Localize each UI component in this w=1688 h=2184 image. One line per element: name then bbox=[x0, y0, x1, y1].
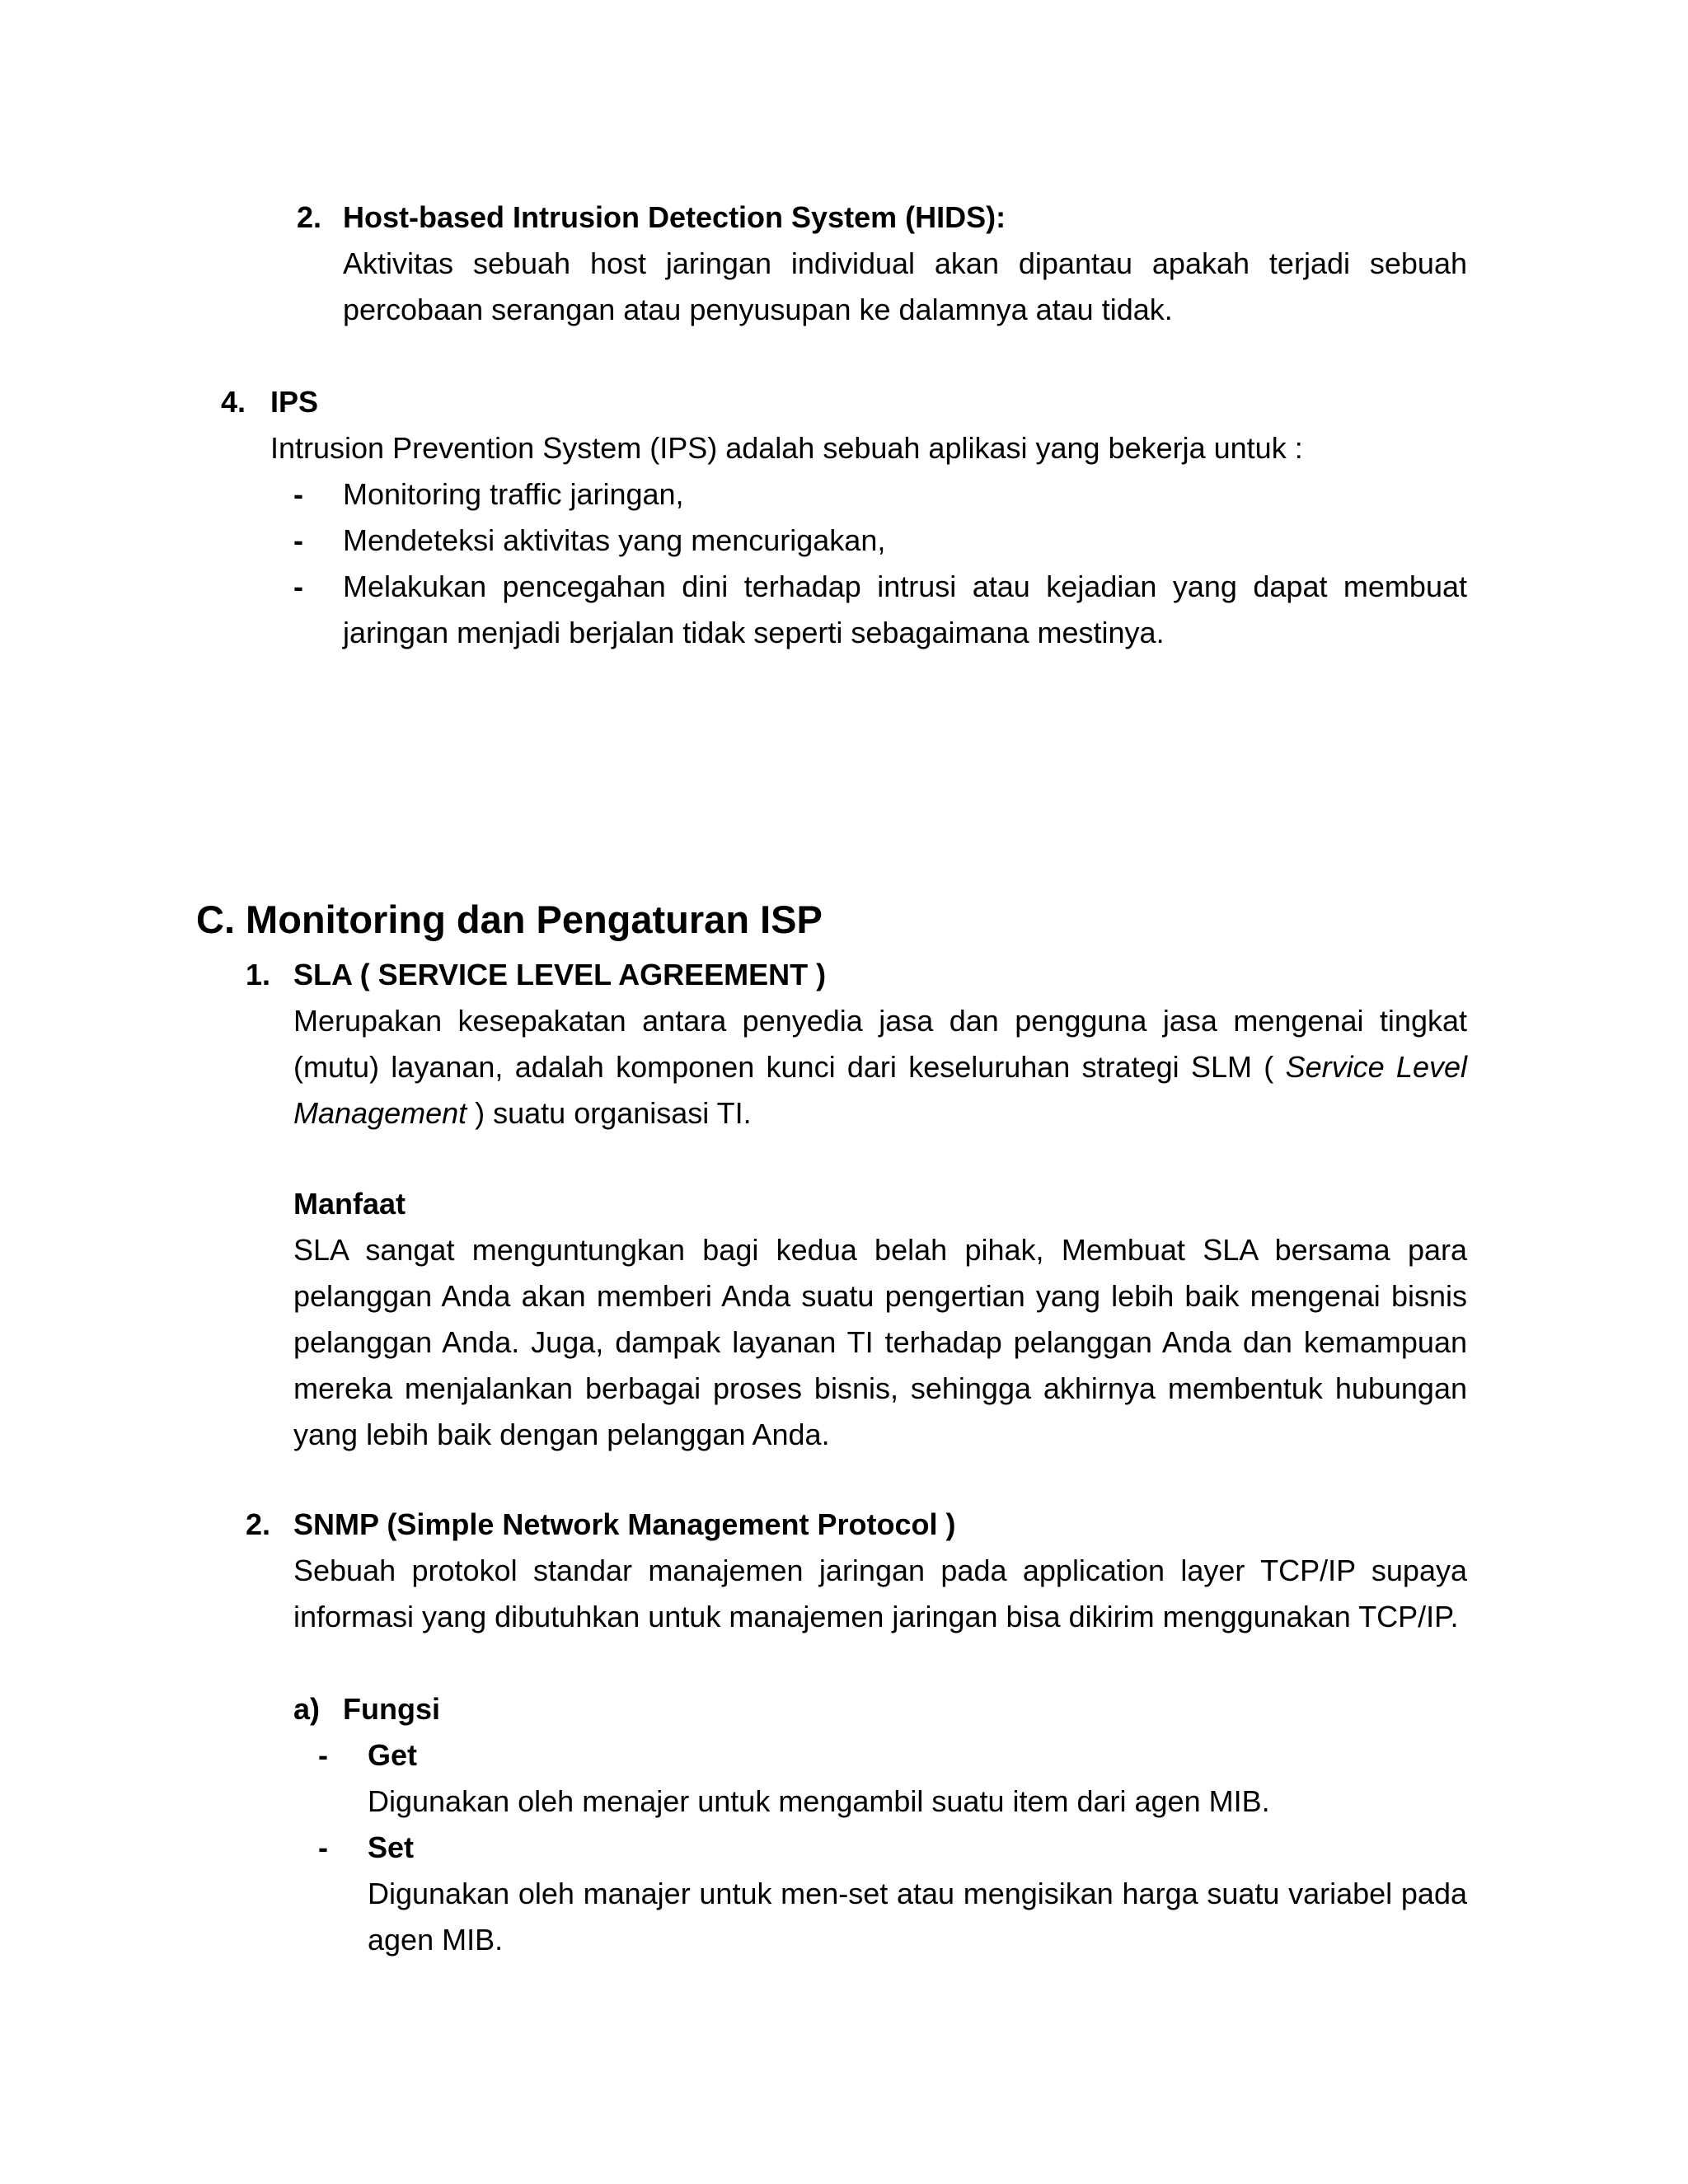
fungsi-item-set-desc: Digunakan oleh manajer untuk men-set atau mengisikan harga suatu variabel pada agen MIB. bbox=[368, 1877, 1467, 1957]
sla-description-end: ) suatu organisasi TI. bbox=[467, 1096, 752, 1130]
snmp-number: 2. bbox=[246, 1507, 271, 1541]
ips-bullet-text: Melakukan pencegahan dini terhadap intrusi atau kejadian yang dapat membuat jaringan menjadi berjalan tidak seperti sebagaimana mestinya. bbox=[343, 569, 1467, 649]
sla-number: 1. bbox=[246, 958, 271, 991]
snmp-description: Sebuah protokol standar manajemen jaringan pada application layer TCP/IP supaya informasi yang dibutuhkan untuk manajemen jaringan bisa dikirim menggunakan TCP/IP. bbox=[293, 1554, 1467, 1633]
hids-title: Host-based Intrusion Detection System (HIDS): bbox=[343, 200, 1006, 234]
hids-description: Aktivitas sebuah host jaringan individual akan dipantau apakah terjadi sebuah percobaan serangan atau penyusupan ke dalamnya atau tidak. bbox=[343, 246, 1467, 326]
hids-number: 2. bbox=[297, 200, 322, 234]
fungsi-item-dash: - bbox=[318, 1738, 328, 1772]
ips-bullet-text: Monitoring traffic jaringan, bbox=[343, 477, 684, 511]
fungsi-item-get-title: Get bbox=[368, 1738, 418, 1772]
manfaat-text: SLA sangat menguntungkan bagi kedua belah pihak, Membuat SLA bersama para pelanggan Anda akan memberi Anda suatu pengertian yang lebih baik mengenai bisnis pelanggan Anda. Juga, dampak layanan TI terhadap pelanggan Anda dan kemampuan mereka menjalankan berbagai proses bisnis, sehingga akhirnya membentuk hubungan yang lebih baik dengan pelanggan Anda. bbox=[293, 1233, 1467, 1451]
manfaat-title: Manfaat bbox=[293, 1187, 406, 1221]
fungsi-item-set-title: Set bbox=[368, 1830, 415, 1864]
sla-title: SLA ( SERVICE LEVEL AGREEMENT ) bbox=[293, 958, 827, 991]
sla-description bbox=[293, 998, 1467, 1137]
ips-bullet-dash: - bbox=[293, 477, 303, 511]
section-c-heading: C. Monitoring dan Pengaturan ISP bbox=[196, 898, 823, 941]
snmp-title: SNMP (Simple Network Management Protocol ) bbox=[293, 1507, 956, 1541]
fungsi-item-dash: - bbox=[318, 1830, 328, 1864]
ips-bullet-dash: - bbox=[293, 523, 303, 557]
sla-description-text: Merupakan kesepakatan antara penyedia jasa dan pengguna jasa mengenai tingkat (mutu) layanan, adalah komponen kunci dari keseluruhan strategi SLM ( bbox=[293, 1004, 1467, 1084]
fungsi-item-get-desc: Digunakan oleh menajer untuk mengambil suatu item dari agen MIB. bbox=[368, 1784, 1270, 1818]
ips-bullet-text: Mendeteksi aktivitas yang mencurigakan, bbox=[343, 523, 886, 557]
ips-intro: Intrusion Prevention System (IPS) adalah sebuah aplikasi yang bekerja untuk : bbox=[270, 431, 1303, 465]
fungsi-title: Fungsi bbox=[343, 1692, 440, 1726]
ips-bullet-dash: - bbox=[293, 569, 303, 603]
sla-description-italic: Service Level Management bbox=[293, 1050, 1467, 1130]
fungsi-label: a) bbox=[293, 1692, 321, 1726]
ips-title: IPS bbox=[270, 385, 319, 419]
ips-number: 4. bbox=[221, 385, 246, 419]
